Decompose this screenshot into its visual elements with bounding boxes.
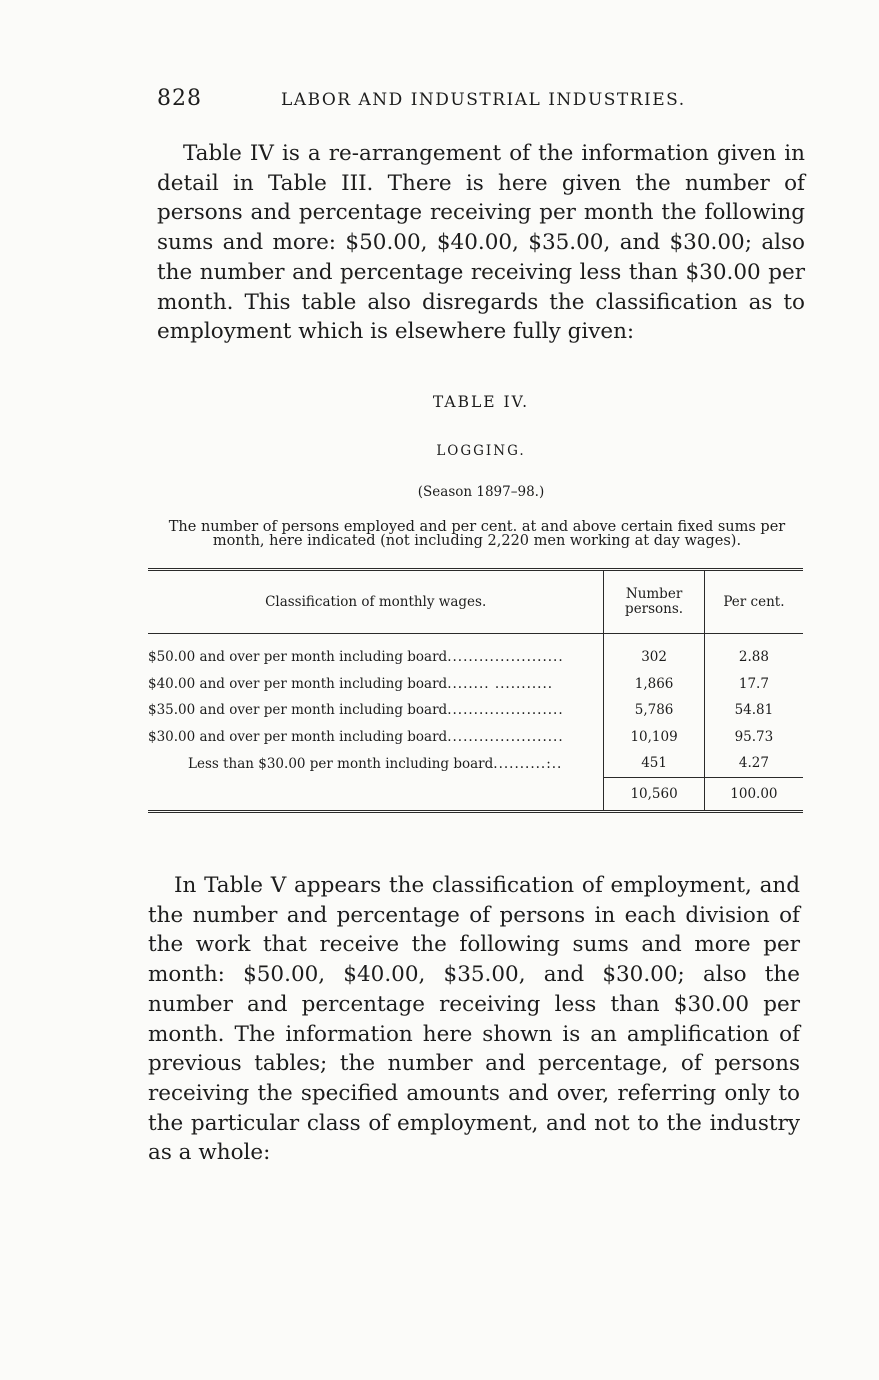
- leader-dots: ........ ...........: [447, 675, 554, 692]
- row-label-text: Less than $30.00 per month including board: [188, 755, 494, 772]
- closing-paragraph: In Table V appears the classification of employment, and the number and percentage of persons in each division of the work that receive the following sums and more per month: $50.00, $40.00, $35.00, and $30.00; also the number and percentage receiving less than $30.00 per month. The information here shown is an amplification of previous tables; the number and percentage, of persons receiving the specified amounts and over, referring only to the particular class of employment, and not to the industry as a whole:: [148, 873, 800, 1166]
- row-label: [148, 697, 604, 724]
- header-number-persons-text: Number persons.: [625, 586, 684, 617]
- row-percent: 4.27: [704, 750, 803, 777]
- table-total-row: [148, 777, 803, 811]
- row-label-text: $40.00 and over per month including board: [148, 675, 448, 692]
- wages-table: [148, 568, 803, 813]
- row-percent: 2.88: [704, 634, 803, 671]
- leader-dots: ......................: [447, 649, 564, 666]
- leader-dots: ..........:..: [493, 755, 563, 772]
- table-caption: The number of persons employed and per cent. at and above certain fixed sums per month, here indicated (not including 2,220 men working at day wages).: [168, 519, 786, 549]
- page-number: 828: [157, 86, 202, 111]
- row-percent: 54.81: [704, 697, 803, 724]
- leader-dots: ......................: [447, 728, 564, 745]
- header-per-cent: Per cent.: [704, 570, 803, 634]
- row-label-text: $30.00 and over per month including board: [148, 728, 448, 745]
- table-subtitle: LOGGING.: [436, 443, 526, 459]
- row-percent: 17.7: [704, 671, 803, 698]
- row-label-text: $50.00 and over per month including board: [148, 649, 448, 666]
- total-percent: 100.00: [704, 777, 803, 811]
- table-row: [148, 634, 803, 671]
- running-head: LABOR AND INDUSTRIAL INDUSTRIES.: [281, 90, 686, 110]
- total-label-cell: [148, 777, 604, 811]
- header-classification: Classification of monthly wages.: [148, 570, 604, 634]
- row-number: 5,786: [604, 697, 705, 724]
- row-label: [148, 671, 604, 698]
- row-percent: 95.73: [704, 724, 803, 751]
- row-label: [148, 724, 604, 751]
- table-header-row: [148, 570, 803, 634]
- row-label: [148, 750, 604, 777]
- row-number: 302: [604, 634, 705, 671]
- table-row: [148, 724, 803, 751]
- row-number: 451: [604, 750, 705, 777]
- page-header: [157, 86, 807, 116]
- leader-dots: ......................: [447, 702, 564, 719]
- row-label: [148, 634, 604, 671]
- table-season: (Season 1897–98.): [417, 484, 545, 500]
- intro-paragraph: Table IV is a re-arrangement of the information given in detail in Table III. There is here given the number of persons and percentage receiving per month the following sums and more: $50.00, $40.00, $35.00, and $30.00; also the number and percentage receiving less than $30.00 per month. This table also disregards the classification as to employment which is elsewhere fully given:: [157, 141, 805, 345]
- table-row: [148, 750, 803, 777]
- row-label-text: $35.00 and over per month including board: [148, 702, 448, 719]
- header-number-persons: [604, 570, 705, 634]
- table-title: TABLE IV.: [432, 393, 530, 411]
- total-number: 10,560: [604, 777, 705, 811]
- row-number: 1,866: [604, 671, 705, 698]
- table-row: [148, 697, 803, 724]
- row-number: 10,109: [604, 724, 705, 751]
- table-row: [148, 671, 803, 698]
